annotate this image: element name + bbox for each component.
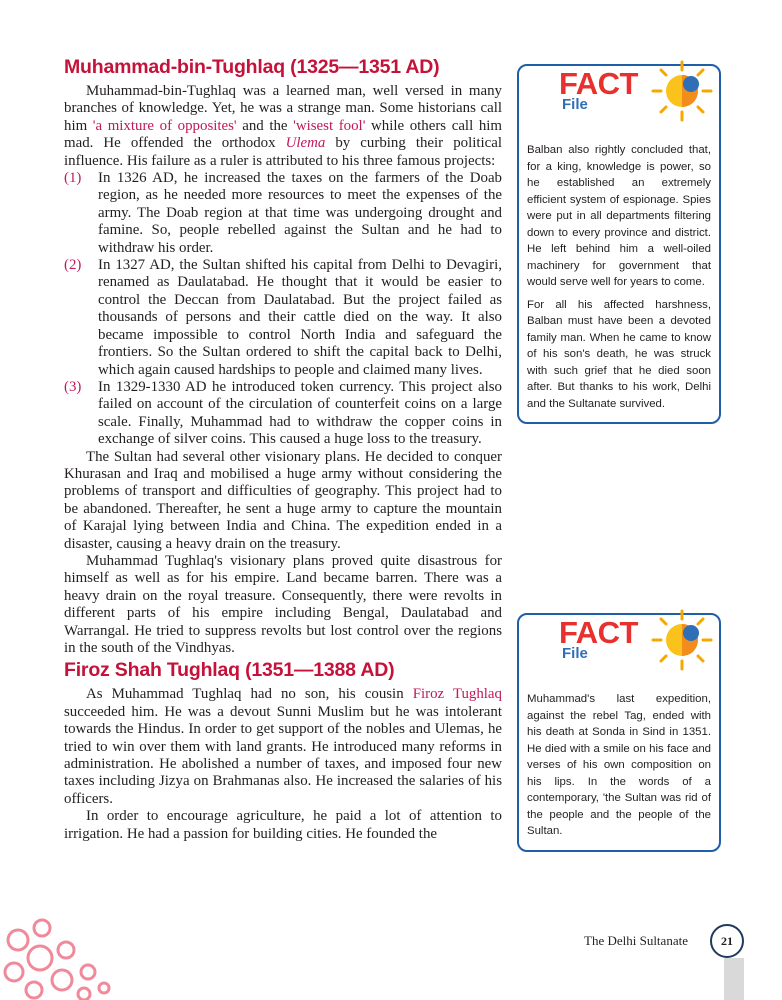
project-number: (3) xyxy=(64,378,82,395)
firoz-text-1: As Muhammad Tughlaq had no son, his cousin xyxy=(86,686,413,703)
intro-text-3: while others call him mad. He offended the orthodox xyxy=(64,117,502,152)
highlight-opposites: 'a mixture of opposites' xyxy=(92,117,237,134)
main-column xyxy=(64,56,502,843)
fact-title: FACT xyxy=(559,66,638,101)
project-text: In 1327 AD, the Sultan shifted his capital from Delhi to Devagiri, renamed as Daulatabad. He thought that it would be easier to control the Deccan from Daulatabad. But the project failed as thousands of persons and their cattle died on the way. It also became impossible to control North India and safeguard the frontiers. So the Sultan ordered to shift the capital back to Delhi, which again caused hardships to people and claimed many lives. xyxy=(98,257,502,378)
fact-body xyxy=(519,136,719,422)
project-item xyxy=(64,379,502,449)
fact-header xyxy=(519,66,719,136)
projects-list xyxy=(64,170,502,449)
disaster-paragraph: Muhammad Tughlaq's visionary plans proved quite disastrous for himself as well as for his empire. Land became barren. There was a heavy drain on the royal treasure. Consequently, there were revolts in different parts of his empire including Bengal, Daulatabad and Warrangal. He tried to suppress revolts but lost control over the regions in the south of the Vindhyas. xyxy=(64,552,502,656)
fact-body xyxy=(519,685,719,850)
intro-text-2: and the xyxy=(236,117,294,134)
chapter-footer: The Delhi Sultanate xyxy=(584,933,688,948)
project-text: In 1329-1330 AD he introduced token currency. This project also failed on account of the circulation of counterfeit coins on a large scale. Finally, Muhammad had to withdraw the copper coins in exchange of silver coins. This caused a huge loss to the treasury. xyxy=(98,378,502,448)
intro-text-1: Muhammad-bin-Tughlaq was a learned man, well versed in many branches of knowledge. Yet, he was a strange man. Some historians call him xyxy=(64,83,502,134)
highlight-firoz-tughlaq: Firoz Tughlaq xyxy=(412,686,502,703)
sun-icon xyxy=(647,56,717,126)
project-number: (2) xyxy=(64,257,82,274)
fact-title: FACT xyxy=(559,615,638,650)
highlight-ulema: Ulema xyxy=(285,135,326,152)
decorative-circles xyxy=(0,906,120,1000)
intro-paragraph xyxy=(64,83,502,170)
project-number: (1) xyxy=(64,170,82,187)
fact-subtitle: File xyxy=(562,96,588,113)
sun-icon xyxy=(647,605,717,675)
page-tab xyxy=(724,958,744,1000)
section-heading-muhammad: Muhammad-bin-Tughlaq (1325—1351 AD) xyxy=(64,56,440,78)
fact-box-muhammad xyxy=(517,613,721,852)
project-item xyxy=(64,170,502,257)
fact-header xyxy=(519,615,719,685)
project-text: In 1326 AD, he increased the taxes on the farmers of the Doab region, as he needed more resources to meet the expenses of the army. The Doab region at that time was undergoing drought and famine. So, people rebelled against the Sultan and he had to withdraw his order. xyxy=(98,170,502,256)
fact-paragraph: Muhammad's last expedition, against the rebel Tag, ended with his death at Sonda in Sind in 1351. He died with a smile on his face and verses of his own composition on his lips. In the words of a contemporary, 'the Sultan was rid of the people and the people of the Sultan. xyxy=(527,693,711,837)
firoz-text-2: succeeded him. He was a devout Sunni Muslim but he was intolerant towards the Hindus. In order to get support of the nobles and Ulemas, he tried to win over them with land grants. He introduced many reforms in administration. He abolished a number of taxes, and imposed four new taxes including Jizya on Brahmanas also. He increased the salaries of his officers. xyxy=(64,703,502,807)
firoz-paragraph xyxy=(64,686,502,808)
fact-subtitle: File xyxy=(562,645,588,662)
section-heading-firoz: Firoz Shah Tughlaq (1351—1388 AD) xyxy=(64,659,395,682)
intro-text-4: by curbing their political influence. His failure as a ruler is attributed to his three famous projects: xyxy=(64,135,502,169)
page-number: 21 xyxy=(710,924,744,958)
project-item xyxy=(64,257,502,379)
agriculture-paragraph: In order to encourage agriculture, he paid a lot of attention to irrigation. He had a passion for building cities. He founded the xyxy=(64,808,502,842)
highlight-wisest-fool: 'wisest fool' xyxy=(293,117,366,134)
visionary-plans-paragraph: The Sultan had several other visionary plans. He decided to conquer Khurasan and Iraq and mobilised a huge army without considering the problems of transport and difficulties of geography. This project had to be abandoned. Thereafter, he sent a huge army to capture the mountain of Karajal lying between India and China. The expedition ended in a disaster, causing a heavy drain on the treasury. xyxy=(64,448,502,552)
fact-box-balban xyxy=(517,64,721,424)
fact-paragraph: For all his affected harshness, Balban must have been a devoted family man. When he came to know of his son's death, he was struck with such grief that he died soon after. But thanks to his work, Delhi and the Sultanate survived. xyxy=(527,298,711,410)
fact-paragraph: Balban also rightly concluded that, for a king, knowledge is power, so he established an extremely efficient system of espionage. Spies were put in all departments filtering down to every province and district. He left behind him a well-oiled machinery for government that would serve well for years to come. xyxy=(527,144,711,288)
